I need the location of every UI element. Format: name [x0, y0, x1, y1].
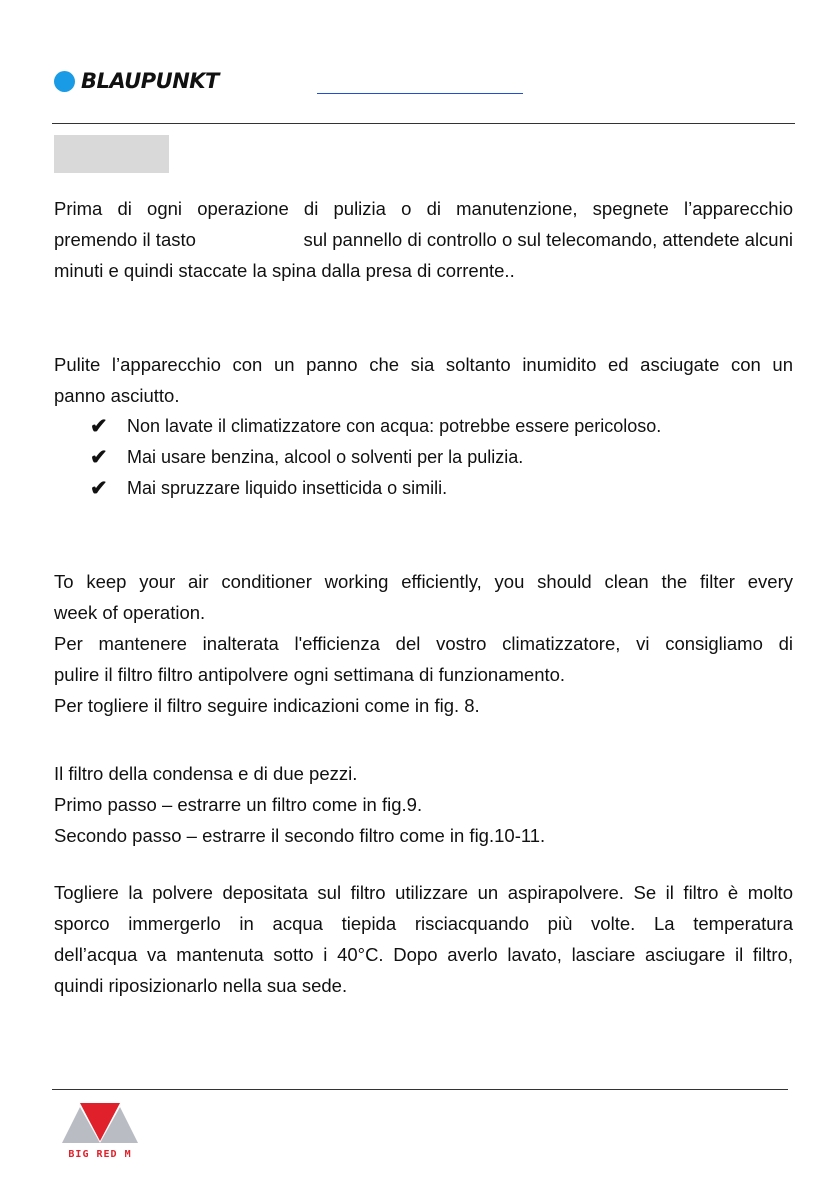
filter-en-line-1: To keep your air conditioner working efficiently, you should clean the filter every [54, 571, 793, 592]
filter-it-line-2: pulire il filtro filtro antipolvere ogni settimana di funzionamento. [54, 664, 566, 685]
cleaning-line-1: Pulite l’apparecchio con un panno che sia soltanto inumidito ed asciugate con un [54, 354, 793, 375]
condensate-paragraph [54, 758, 793, 851]
checklist-text: Mai usare benzina, alcool o solventi per la pulizia. [127, 447, 524, 467]
filter-paragraph [54, 566, 793, 721]
checkmark-icon: ✔ [90, 415, 108, 438]
checklist-text: Non lavate il climatizzatore con acqua: potrebbe essere pericoloso. [127, 416, 662, 436]
washing-line-2: sporco immergerlo in acqua tiepida risciacquando più volte. La temperatura [54, 913, 793, 934]
intro-line-1: Prima di ogni operazione di pulizia o di manutenzione, spegnete l’apparecchio [54, 198, 793, 219]
intro-paragraph [54, 193, 793, 286]
condensate-line-3: Secondo passo – estrarre il secondo filtro come in fig.10-11. [54, 825, 546, 846]
washing-line-1: Togliere la polvere depositata sul filtro utilizzare un aspirapolvere. Se il filtro è molto [54, 882, 793, 903]
filter-en-line-2: week of operation. [54, 602, 206, 623]
checkmark-icon: ✔ [90, 477, 108, 500]
blaupunkt-logo [54, 71, 219, 92]
cleaning-line-2: panno asciutto. [54, 385, 180, 406]
filter-it-line-1: Per mantenere inalterata l'efficienza del vostro climatizzatore, vi consigliamo di [54, 633, 793, 654]
cleaning-paragraph [54, 349, 793, 411]
condensate-line-1: Il filtro della condensa e di due pezzi. [54, 763, 358, 784]
filter-it-line-3: Per togliere il filtro seguire indicazioni come in fig. 8. [54, 695, 480, 716]
header-divider [52, 123, 795, 124]
intro-line-2 [54, 224, 793, 255]
intro-line-2-a: premendo il tasto [54, 229, 196, 250]
brand-name: BLAUPUNKT [81, 69, 219, 93]
logo-dot-icon [54, 71, 75, 92]
checklist-text: Mai spruzzare liquido insetticida o simili. [127, 478, 448, 498]
cleaning-checklist [90, 411, 790, 504]
washing-line-4: quindi riposizionarlo nella sua sede. [54, 975, 348, 996]
checklist-item [90, 473, 790, 504]
section-heading-box [54, 135, 169, 173]
checklist-item [90, 411, 790, 442]
logo-wordmark: BIG RED M [68, 1149, 132, 1159]
big-red-m-logo [60, 1101, 140, 1159]
washing-line-3: dell’acqua va mantenuta sotto i 40°C. Dopo averlo lavato, lasciare asciugare il filtro, [54, 944, 793, 965]
washing-paragraph [54, 877, 793, 1001]
checklist-item [90, 442, 790, 473]
condensate-line-2: Primo passo – estrarre un filtro come in fig.9. [54, 794, 423, 815]
footer-divider [52, 1089, 788, 1090]
intro-line-3: minuti e quindi staccate la spina dalla presa di corrente.. [54, 260, 515, 281]
header-link-underline[interactable] [317, 93, 523, 94]
checkmark-icon: ✔ [90, 446, 108, 469]
intro-line-2-b: sul pannello di controllo o sul telecomando, attendete alcuni [303, 229, 793, 250]
